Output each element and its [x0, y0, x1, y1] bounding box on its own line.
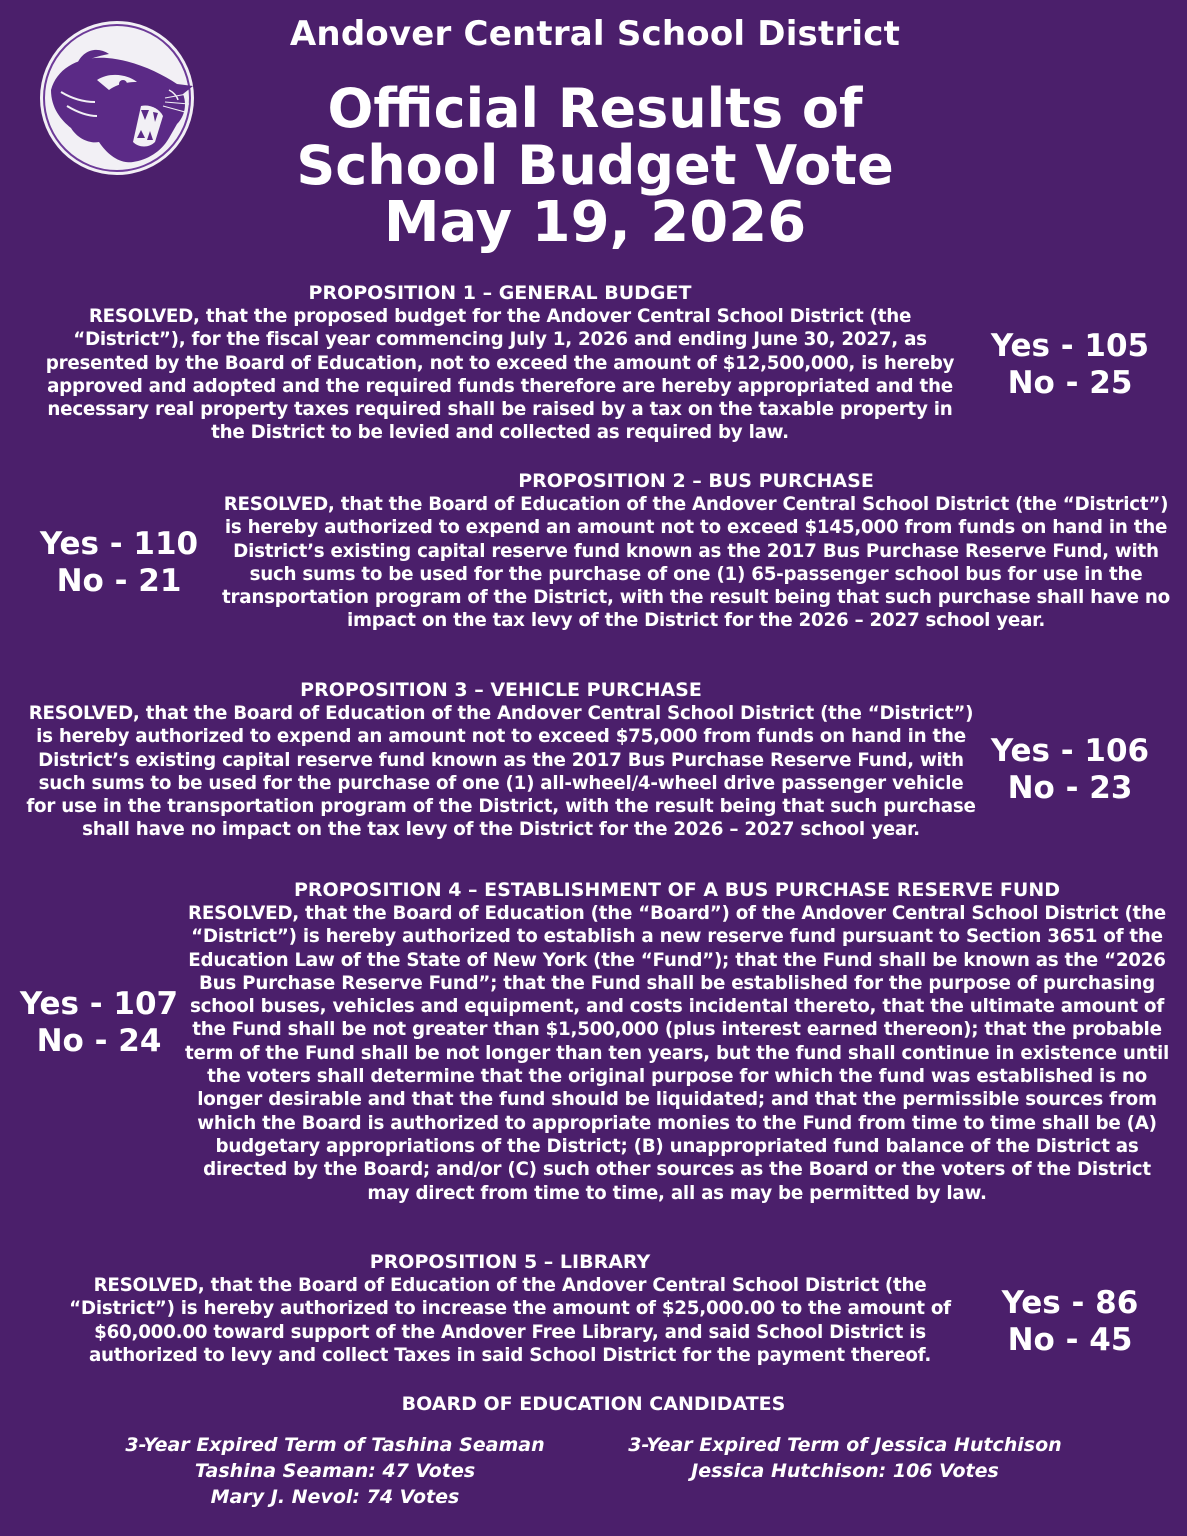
yes-votes: Yes - 107	[19, 986, 179, 1022]
board-candidates-title: BOARD OF EDUCATION CANDIDATES	[401, 1393, 786, 1415]
term-heading: 3-Year Expired Term of Jessica Hutchison	[628, 1434, 1062, 1456]
candidate-result: Jessica Hutchison: 106 Votes	[691, 1460, 999, 1482]
district-name: Andover Central School District	[289, 14, 901, 54]
no-votes: No - 24	[36, 1023, 162, 1059]
proposition-title: PROPOSITION 1 – GENERAL BUDGET	[308, 282, 692, 304]
proposition-3	[22, 679, 980, 842]
proposition-5-votes	[990, 1285, 1150, 1359]
proposition-text: RESOLVED, that the Board of Education of the Andover Central School District (the “District”) is hereby authorized to increase the amount of $25,000.00 to the amount of $60,000.00 toward support of the Andover Free Library, and said School District is authorized to levy and collect Taxes in said School District for the payment thereof.	[69, 1275, 951, 1366]
candidate-result: Mary J. Nevol: 74 Votes	[210, 1486, 460, 1508]
candidates-left	[80, 1432, 590, 1510]
proposition-text: RESOLVED, that the Board of Education of the Andover Central School District (the “District”) is hereby authorized to expend an amount not to exceed $75,000 from funds on hand in the District’s existing capital reserve fund known as the 2017 Bus Purchase Reserve Fund, with such sums to be used for the purchase of one (1) all-wheel/4-wheel drive passenger vehicle for use in the transportation program of the District, with the result being that such purchase shall have no impact on the tax levy of the District for the 2026 – 2027 school year.	[26, 703, 976, 841]
yes-votes: Yes - 106	[990, 733, 1150, 769]
proposition-title: PROPOSITION 5 – LIBRARY	[369, 1251, 651, 1273]
proposition-4	[182, 879, 1172, 1205]
proposition-2	[222, 470, 1170, 633]
proposition-1	[30, 282, 970, 445]
proposition-1-votes	[985, 328, 1155, 402]
proposition-text: RESOLVED, that the Board of Education of the Andover Central School District (the “District”) is hereby authorized to expend an amount not to exceed $145,000 from funds on hand in the District’s existing capital reserve fund known as the 2017 Bus Purchase Reserve Fund, with such sums to be used for the purchase of one (1) 65-passenger school bus for use in the transportation program of the District, with the result being that such purchase shall have no impact on the tax levy of the District for the 2026 – 2027 school year.	[222, 494, 1170, 632]
no-votes: No - 25	[1007, 365, 1133, 401]
page-title	[150, 77, 1040, 255]
proposition-2-votes	[35, 526, 203, 600]
title-line: Official Results of	[327, 77, 863, 140]
title-date: May 19, 2026	[383, 190, 807, 255]
proposition-text: RESOLVED, that the proposed budget for the Andover Central School District (the “District”), for the fiscal year commencing July 1, 2026 and ending June 30, 2027, as presented by the Board of Education, not to exceed the amount of $12,500,000, is hereby approved and adopted and the required funds therefore are hereby appropriated and the necessary real property taxes required shall be raised by a tax on the taxable property in the District to be levied and collected as required by law.	[45, 306, 955, 444]
yes-votes: Yes - 86	[1001, 1285, 1139, 1321]
proposition-5	[40, 1251, 980, 1367]
proposition-title: PROPOSITION 2 – BUS PURCHASE	[518, 470, 874, 492]
no-votes: No - 21	[56, 563, 182, 599]
proposition-4-votes	[18, 986, 180, 1060]
candidates-right	[600, 1432, 1090, 1484]
proposition-text: RESOLVED, that the Board of Education (the “Board”) of the Andover Central School District (the “District”) is hereby authorized to establish a new reserve fund pursuant to Section 3651 of the Education Law of the State of New York (the “Fund”); that the Fund shall be known as the “2026 Bus Purchase Reserve Fund”; that the Fund shall be established for the purpose of purchasing school buses, vehicles and equipment, and costs incidental thereto, that the ultimate amount of the Fund shall be not greater than $1,500,000 (plus interest earned thereon); that the probable term of the Fund shall be not longer than ten years, but the fund shall continue in existence until the voters shall determine that the original purpose for which the fund was established is no longer desirable and that the fund should be liquidated; and that the permissible sources from which the Board is authorized to appropriate monies to the Fund from time to time shall be (A) budgetary appropriations of the District; (B) unappropriated fund balance of the District as directed by the Board; and/or (C) such other sources as the Board or the voters of the District may direct from time to time, all as may be permitted by law.	[184, 903, 1169, 1204]
proposition-title: PROPOSITION 4 – ESTABLISHMENT OF A BUS PURCHASE RESERVE FUND	[293, 879, 1060, 901]
title-line: School Budget Vote	[296, 134, 894, 197]
yes-votes: Yes - 110	[39, 526, 199, 562]
yes-votes: Yes - 105	[990, 328, 1150, 364]
candidate-result: Tashina Seaman: 47 Votes	[194, 1460, 476, 1482]
proposition-title: PROPOSITION 3 – VEHICLE PURCHASE	[300, 679, 702, 701]
proposition-3-votes	[985, 733, 1155, 807]
term-heading: 3-Year Expired Term of Tashina Seaman	[125, 1434, 545, 1456]
no-votes: No - 23	[1007, 770, 1133, 806]
no-votes: No - 45	[1007, 1322, 1133, 1358]
